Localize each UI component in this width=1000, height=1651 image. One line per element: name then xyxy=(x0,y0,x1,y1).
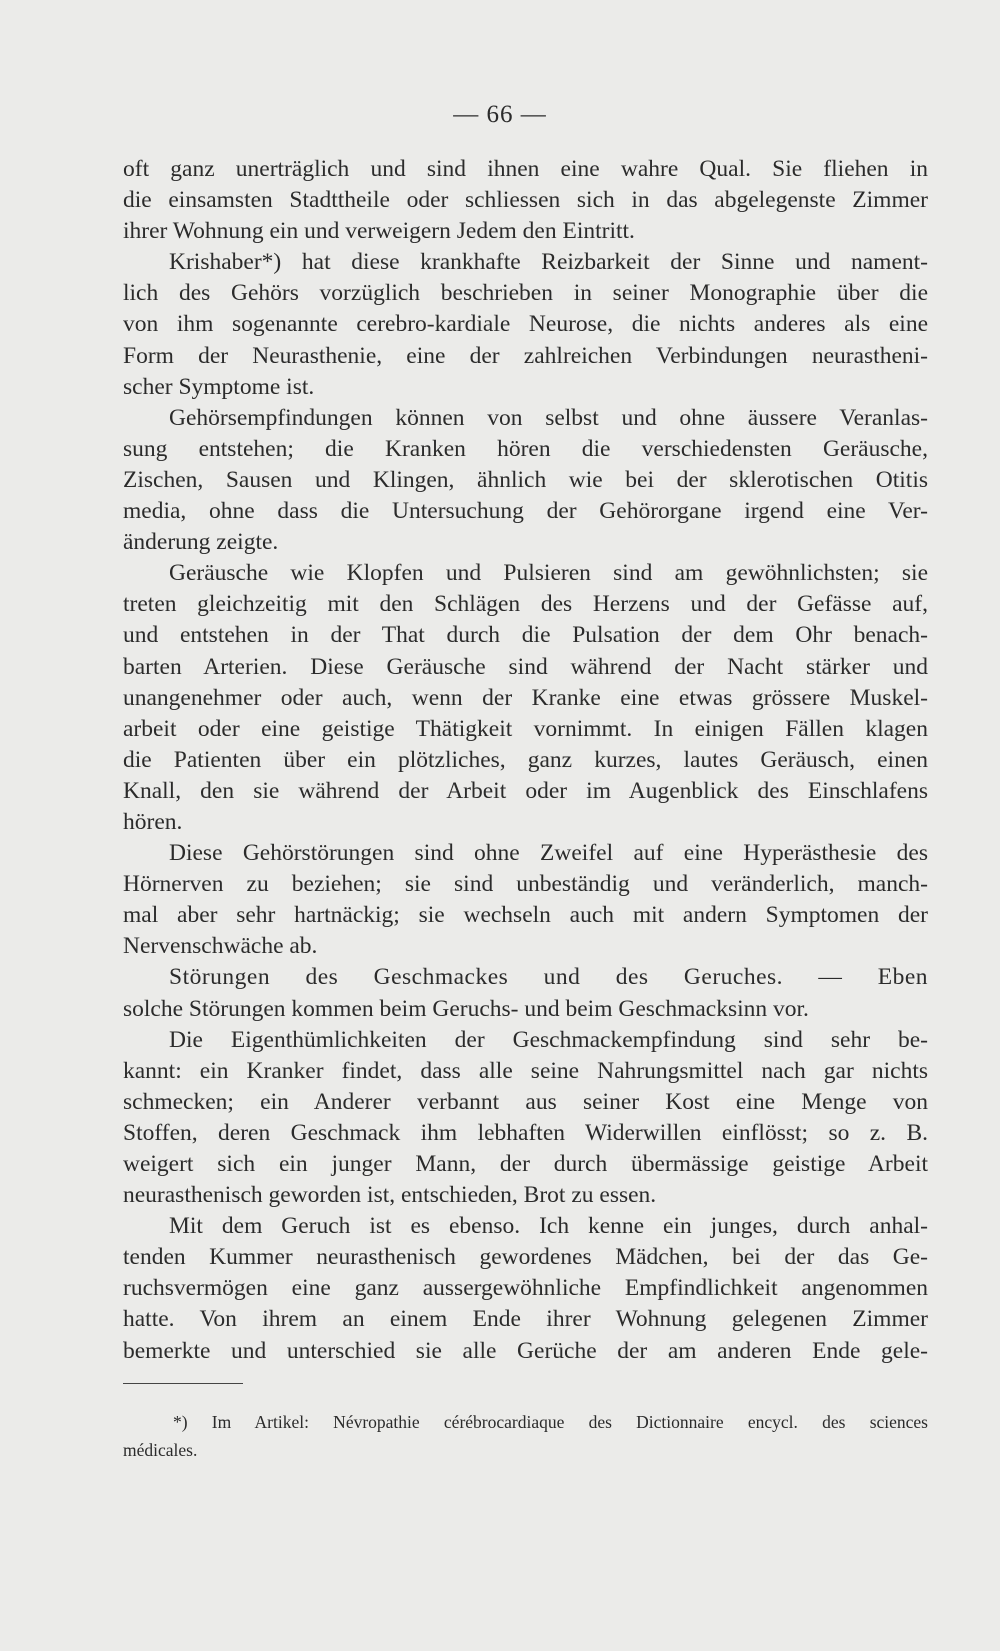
text-line: scher Symptome ist. xyxy=(123,373,315,400)
page-number: — 66 — xyxy=(453,101,547,128)
text-line: schmecken; ein Anderer verbannt aus seiner Kost eine Menge von xyxy=(123,1088,928,1115)
text-line: lich des Gehörs vorzüglich beschrieben in seiner Monographie über die xyxy=(123,280,928,307)
text-line: tenden Kummer neurasthenisch gewordenes Mädchen, bei der das Ge- xyxy=(123,1244,928,1271)
section-heading-line: Störungen des Geschmackes und des Geruches. — Eben xyxy=(169,964,928,991)
text-line: die einsamsten Stadttheile oder schliessen sich in das abgelegenste Zimmer xyxy=(123,187,928,214)
footnote-line: médicales. xyxy=(123,1440,198,1460)
text-line: arbeit oder eine geistige Thätigkeit vornimmt. In einigen Fällen klagen xyxy=(123,715,928,742)
text-line: weigert sich ein junger Mann, der durch übermässige geistige Arbeit xyxy=(123,1151,928,1177)
text-line: solche Störungen kommen beim Geruchs- und beim Geschmacksinn vor. xyxy=(123,995,809,1022)
text-line: Form der Neurasthenie, eine der zahlreichen Verbindungen neurastheni- xyxy=(123,342,928,369)
text-line: ihrer Wohnung ein und verweigern Jedem den Eintritt. xyxy=(123,218,635,245)
text-line: hatte. Von ihrem an einem Ende ihrer Wohnung gelegenen Zimmer xyxy=(123,1306,928,1333)
text-line: kannt: ein Kranker findet, dass alle seine Nahrungsmittel nach gar nichts xyxy=(123,1057,928,1084)
text-line: Krishaber*) hat diese krankhafte Reizbarkeit der Sinne und nament- xyxy=(169,249,928,276)
text-line: sung entstehen; die Kranken hören die verschiedensten Geräusche, xyxy=(123,435,928,462)
text-line: ruchsvermögen eine ganz aussergewöhnliche Empfindlichkeit angenommen xyxy=(123,1275,928,1302)
text-line: neurasthenisch geworden ist, entschieden, Brot zu essen. xyxy=(123,1182,657,1209)
text-line: und entstehen in der That durch die Pulsation der dem Ohr benach- xyxy=(123,622,928,649)
text-line: Stoffen, deren Geschmack ihm lebhaften Widerwillen einflösst; so z. B. xyxy=(123,1119,928,1146)
text-line: änderung zeigte. xyxy=(123,529,279,556)
text-line: mal aber sehr hartnäckig; sie wechseln auch mit andern Symptomen der xyxy=(123,902,928,929)
text-line: unangenehmer oder auch, wenn der Kranke eine etwas grössere Muskel- xyxy=(123,684,928,711)
footnote xyxy=(123,1408,928,1464)
text-line: barten Arterien. Diese Geräusche sind während der Nacht stärker und xyxy=(123,653,928,680)
text-line: Geräusche wie Klopfen und Pulsieren sind am gewöhnlichsten; sie xyxy=(169,560,928,587)
text-line: von ihm sogenannte cerebro-kardiale Neurose, die nichts anderes als eine xyxy=(123,311,928,338)
text-line: Zischen, Sausen und Klingen, ähnlich wie bei der sklerotischen Otitis xyxy=(123,466,928,493)
text-line: Hörnerven zu beziehen; sie sind unbeständig und veränderlich, manch- xyxy=(123,871,928,898)
text-line: Knall, den sie während der Arbeit oder im Augenblick des Einschlafens xyxy=(123,777,928,804)
text-line: Die Eigenthümlichkeiten der Geschmackempfindung sind sehr be- xyxy=(169,1026,928,1053)
text-line: treten gleichzeitig mit den Schlägen des Herzens und der Gefässe auf, xyxy=(123,591,928,618)
text-line: hören. xyxy=(123,808,183,835)
text-line: Diese Gehörstörungen sind ohne Zweifel auf eine Hyperästhesie des xyxy=(169,840,928,867)
footnote-line: *) Im Artikel: Névropathie cérébrocardiaque des Dictionnaire encycl. des sciences xyxy=(173,1412,928,1432)
text-line: Gehörsempfindungen können von selbst und ohne äussere Veranlas- xyxy=(169,404,928,431)
text-line: die Patienten über ein plötzliches, ganz kurzes, lautes Geräusch, einen xyxy=(123,746,928,773)
body-text xyxy=(123,154,928,1367)
text-line: Mit dem Geruch ist es ebenso. Ich kenne ein junges, durch anhal- xyxy=(169,1213,928,1240)
text-line: Nervenschwäche ab. xyxy=(123,933,318,960)
text-line: media, ohne dass die Untersuchung der Gehörorgane irgend eine Ver- xyxy=(123,498,928,525)
text-line: oft ganz unerträglich und sind ihnen eine wahre Qual. Sie fliehen in xyxy=(123,156,928,182)
text-line: bemerkte und unterschied sie alle Gerüche der am anderen Ende gele- xyxy=(123,1337,928,1364)
footnote-divider xyxy=(123,1383,243,1384)
